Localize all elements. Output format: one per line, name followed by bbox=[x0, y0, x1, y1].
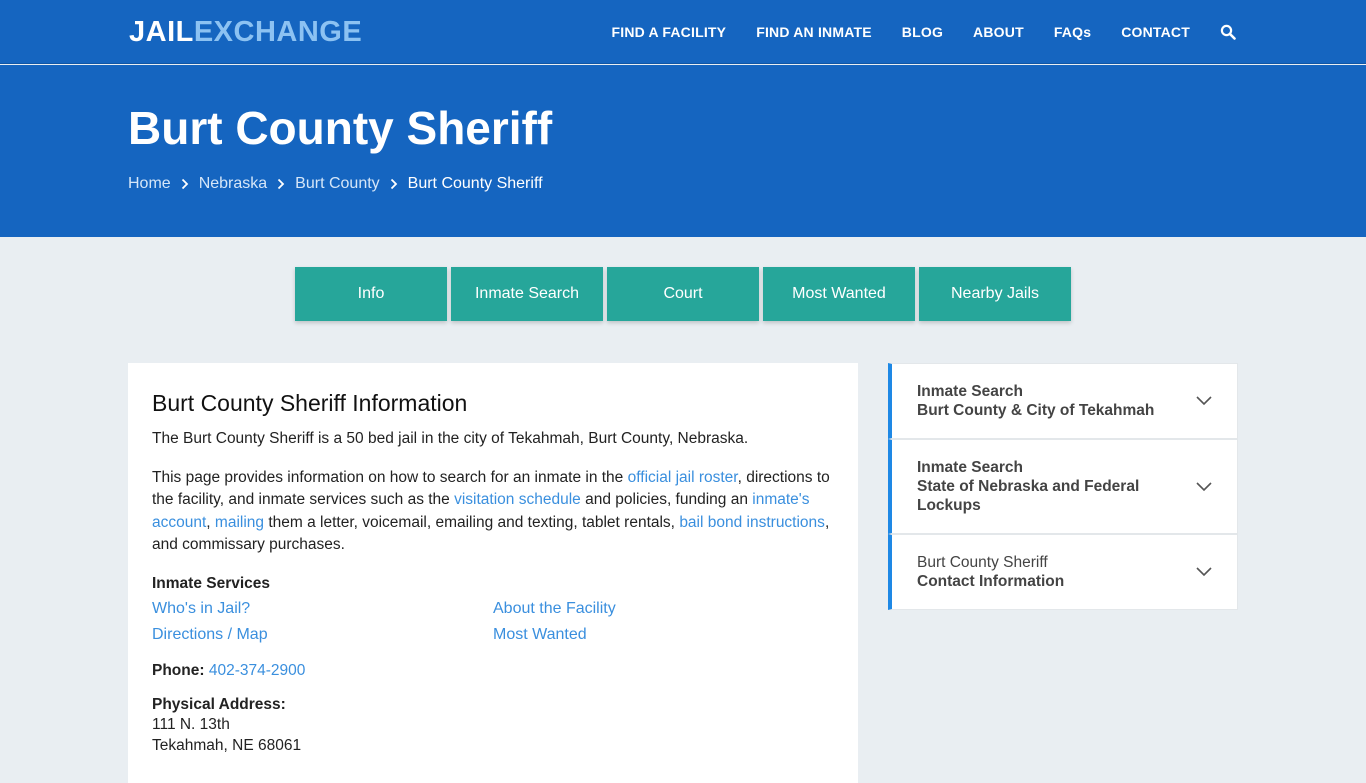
top-navbar bbox=[0, 0, 1366, 64]
tab-court[interactable]: Court bbox=[607, 267, 759, 321]
logo-jail-text: JAIL bbox=[129, 16, 194, 48]
accordion-inmate-search-state[interactable] bbox=[888, 439, 1238, 534]
info-card bbox=[128, 363, 858, 783]
tab-most-wanted[interactable]: Most Wanted bbox=[763, 267, 915, 321]
bail-bond-link[interactable]: bail bond instructions bbox=[679, 513, 825, 531]
sidebar-accordion bbox=[888, 363, 1238, 610]
nav-find-a-facility[interactable]: FIND A FACILITY bbox=[611, 24, 727, 40]
accordion-subtitle: Burt County & City of Tekahmah bbox=[917, 402, 1155, 419]
phone-link[interactable]: 402-374-2900 bbox=[208, 661, 306, 679]
logo-exchange-text: EXCHANGE bbox=[193, 16, 363, 48]
official-jail-roster-link[interactable]: official jail roster bbox=[627, 468, 738, 486]
visitation-schedule-link[interactable]: visitation schedule bbox=[454, 491, 581, 508]
address-line-2: Tekahmah, NE 68061 bbox=[152, 736, 302, 754]
info-heading: Burt County Sheriff Information bbox=[152, 390, 468, 416]
accordion-inmate-search-county[interactable] bbox=[888, 363, 1238, 439]
intro-text: The Burt County Sheriff is a 50 bed jail in the city of Tekahmah, Burt County, Nebraska. bbox=[152, 430, 749, 447]
phone-label: Phone: bbox=[152, 661, 205, 679]
most-wanted-link[interactable]: Most Wanted bbox=[493, 625, 587, 643]
page-hero bbox=[0, 65, 1366, 237]
accordion-title: Inmate Search bbox=[917, 383, 1023, 400]
mailing-link[interactable]: mailing bbox=[214, 513, 265, 531]
nav-find-an-inmate[interactable]: FIND AN INMATE bbox=[756, 24, 872, 40]
nav-blog[interactable]: BLOG bbox=[901, 24, 944, 40]
para-text: and policies, funding an bbox=[580, 491, 753, 508]
breadcrumb-state[interactable]: Nebraska bbox=[198, 175, 268, 192]
page-title: Burt County Sheriff bbox=[128, 102, 553, 154]
chevron-down-icon bbox=[1195, 393, 1213, 409]
inmate-services-heading: Inmate Services bbox=[152, 574, 271, 592]
chevron-right-icon bbox=[181, 177, 189, 191]
chevron-right-icon bbox=[390, 177, 398, 191]
accordion-contact-info[interactable] bbox=[888, 534, 1238, 610]
breadcrumb-current: Burt County Sheriff bbox=[407, 175, 543, 192]
description-text bbox=[152, 467, 834, 557]
breadcrumb-county[interactable]: Burt County bbox=[295, 175, 380, 192]
accordion-title: Burt County Sheriff bbox=[917, 554, 1048, 571]
para-text: , bbox=[206, 513, 215, 531]
chevron-right-icon bbox=[277, 177, 285, 191]
para-text: them a letter, voicemail, emailing and texting, tablet rentals, bbox=[264, 513, 680, 531]
breadcrumb bbox=[128, 175, 543, 193]
phone-row bbox=[152, 662, 834, 680]
chevron-down-icon bbox=[1195, 564, 1213, 580]
address-line-1: 111 N. 13th bbox=[152, 715, 230, 733]
main-nav bbox=[581, 0, 1236, 64]
tab-inmate-search[interactable]: Inmate Search bbox=[451, 267, 603, 321]
whos-in-jail-link[interactable]: Who's in Jail? bbox=[152, 599, 251, 617]
inmate-account-link[interactable]: inmate's account bbox=[152, 491, 810, 531]
section-tabs bbox=[295, 267, 1075, 321]
nav-about[interactable]: ABOUT bbox=[973, 24, 1024, 40]
para-text: , directions to the facility, and inmate services such as the bbox=[152, 468, 830, 508]
accordion-title: Inmate Search bbox=[917, 459, 1023, 476]
chevron-down-icon bbox=[1195, 479, 1213, 495]
site-logo[interactable] bbox=[129, 16, 362, 48]
address-label: Physical Address: bbox=[152, 695, 286, 713]
tab-nearby-jails[interactable]: Nearby Jails bbox=[919, 267, 1071, 321]
para-text: , and commissary purchases. bbox=[152, 513, 830, 553]
breadcrumb-home[interactable]: Home bbox=[128, 175, 171, 192]
nav-faqs[interactable]: FAQs bbox=[1053, 24, 1092, 40]
about-facility-link[interactable]: About the Facility bbox=[493, 599, 616, 617]
nav-contact[interactable]: CONTACT bbox=[1121, 24, 1190, 40]
inmate-services-list bbox=[152, 597, 834, 646]
directions-map-link[interactable]: Directions / Map bbox=[152, 625, 268, 643]
search-icon[interactable] bbox=[1220, 24, 1236, 40]
accordion-subtitle: Contact Information bbox=[917, 573, 1065, 590]
tab-info[interactable]: Info bbox=[295, 267, 447, 321]
para-text: This page provides information on how to search for an inmate in the bbox=[152, 468, 628, 486]
accordion-subtitle: State of Nebraska and Federal Lockups bbox=[917, 478, 1140, 514]
